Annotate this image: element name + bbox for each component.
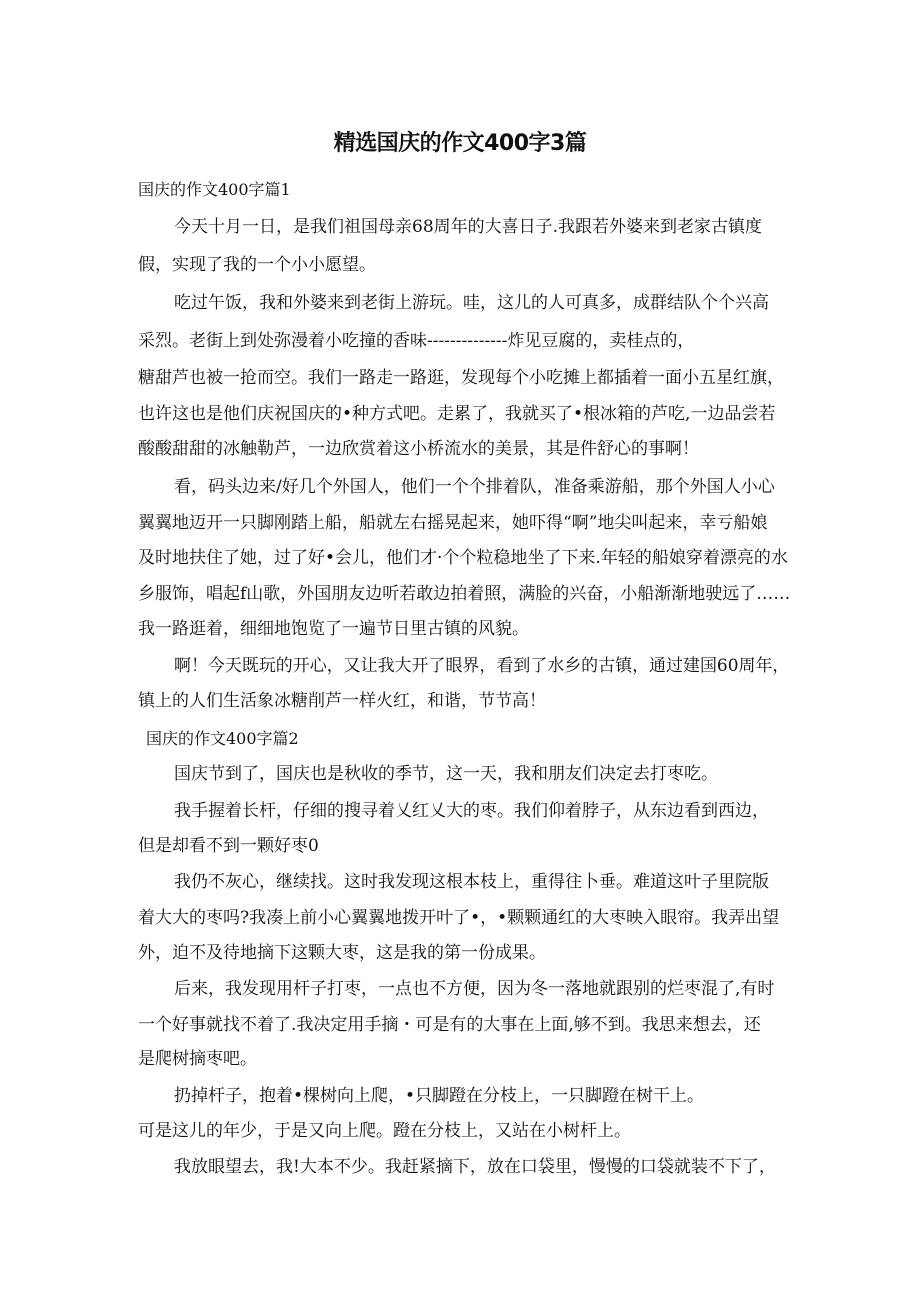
paragraph-line: 乡服饰，唱起f山歌，外国朋友边听若敢边拍着照，满脸的兴奋，小船渐渐地驶远了…… [138, 584, 791, 604]
paragraph-line: 今天十月一日，是我们祖国母亲68周年的大喜日子.我跟若外婆来到老家古镇度 [174, 217, 763, 237]
paragraph-line: 着大大的枣吗?我凑上前小心翼翼地拨开叶了•，•颗颗通红的大枣映入眼帘。我弄出望 [138, 908, 780, 928]
paragraph-line: 我手握着长杆，仔细的搜寻着乂红乂大的枣。我们仰着脖子，从东边看到西边， [174, 801, 769, 821]
paragraph-line: 镇上的人们生活象冰糖削芦一样火红，和谐，节节高！ [138, 691, 546, 711]
paragraph-line: 啊！今天既玩的开心，又让我大开了眼界，看到了水乡的古镇，通过建国60周年， [174, 656, 790, 676]
paragraph-line: 后来，我发现用杆子打枣，一点也不方便，因为冬一落地就跟别的烂枣混了,有时 [174, 979, 775, 999]
paragraph-line: 及时地扶住了她，过了好•会儿，他们才·个个粒稳地坐了下来.年轻的船娘穿着漂亮的水 [138, 548, 788, 568]
paragraph-line: 吃过午饭，我和外婆来到老街上游玩。哇，这儿的人可真多，成群结队个个兴高 [174, 293, 769, 313]
paragraph-line: 国庆节到了，国庆也是秋收的季节，这一天，我和朋友们决定去打枣吃。 [174, 764, 718, 784]
paragraph-line: 可是这儿的年少，于是又向上爬。蹬在分枝上，又站在小树杆上。 [138, 1121, 631, 1141]
paragraph-line: 我一路逛着，细细地饱览了一遍节日里古镇的风貌。 [138, 619, 529, 639]
section-heading-2: 国庆的作文400字篇2 [146, 729, 299, 748]
paragraph-line: 也许这也是他们庆祝国庆的•种方式吧。走累了，我就买了•根冰箱的芦吃,一边品尝若 [138, 404, 776, 424]
paragraph-line: 我放眼望去，我!大本不少。我赶紧摘下，放在口袋里，慢慢的口袋就装不下了， [174, 1157, 776, 1177]
section-heading-1: 国庆的作文400字篇1 [138, 180, 291, 199]
paragraph-line: 扔掉杆子，抱着•棵树向上爬，•只脚蹬在分枝上，一只脚蹬在树干上。 [174, 1086, 705, 1106]
paragraph-line: 假，实现了我的一个小小愿望。 [138, 255, 376, 275]
paragraph-line: 一个好事就找不着了.我决定用手摘・可是有的大事在上面,够不到。我思来想去，还 [138, 1015, 761, 1035]
document-title: 精选国庆的作文400字3篇 [333, 131, 587, 156]
paragraph-line: 但是却看不到一颗好枣0 [138, 836, 319, 856]
paragraph-line: 酸酸甜甜的冰触勒芦，一边欣赏着这小桥流水的美景，其是件舒心的事啊！ [138, 439, 699, 459]
paragraph-line: 我仍不灰心，继续找。这时我发现这根本枝上，重得往卜垂。难道这叶子里院版 [174, 872, 769, 892]
paragraph-line: 糖甜芦也被一抢而空。我们一路走一路逛，发现每个小吃摊上都插着一面小五星红旗， [138, 368, 784, 388]
paragraph-line: 是爬树摘枣吧。 [138, 1049, 257, 1069]
paragraph-line: 外，迫不及待地摘下这颗大枣，这是我的第一份成果。 [138, 943, 546, 963]
paragraph-line: 翼翼地迈开一只脚刚踏上船，船就左右摇晃起来，她吓得“啊”地尖叫起来，幸亏船娘 [138, 513, 768, 533]
paragraph-line: 看，码头边来/好几个外国人，他们一个个排着队，准备乘游船，那个外国人小心 [174, 477, 775, 497]
paragraph-line: 采烈。老街上到处弥漫着小吃撞的香味--------------炸见豆腐的，卖桂点的， [138, 331, 695, 351]
